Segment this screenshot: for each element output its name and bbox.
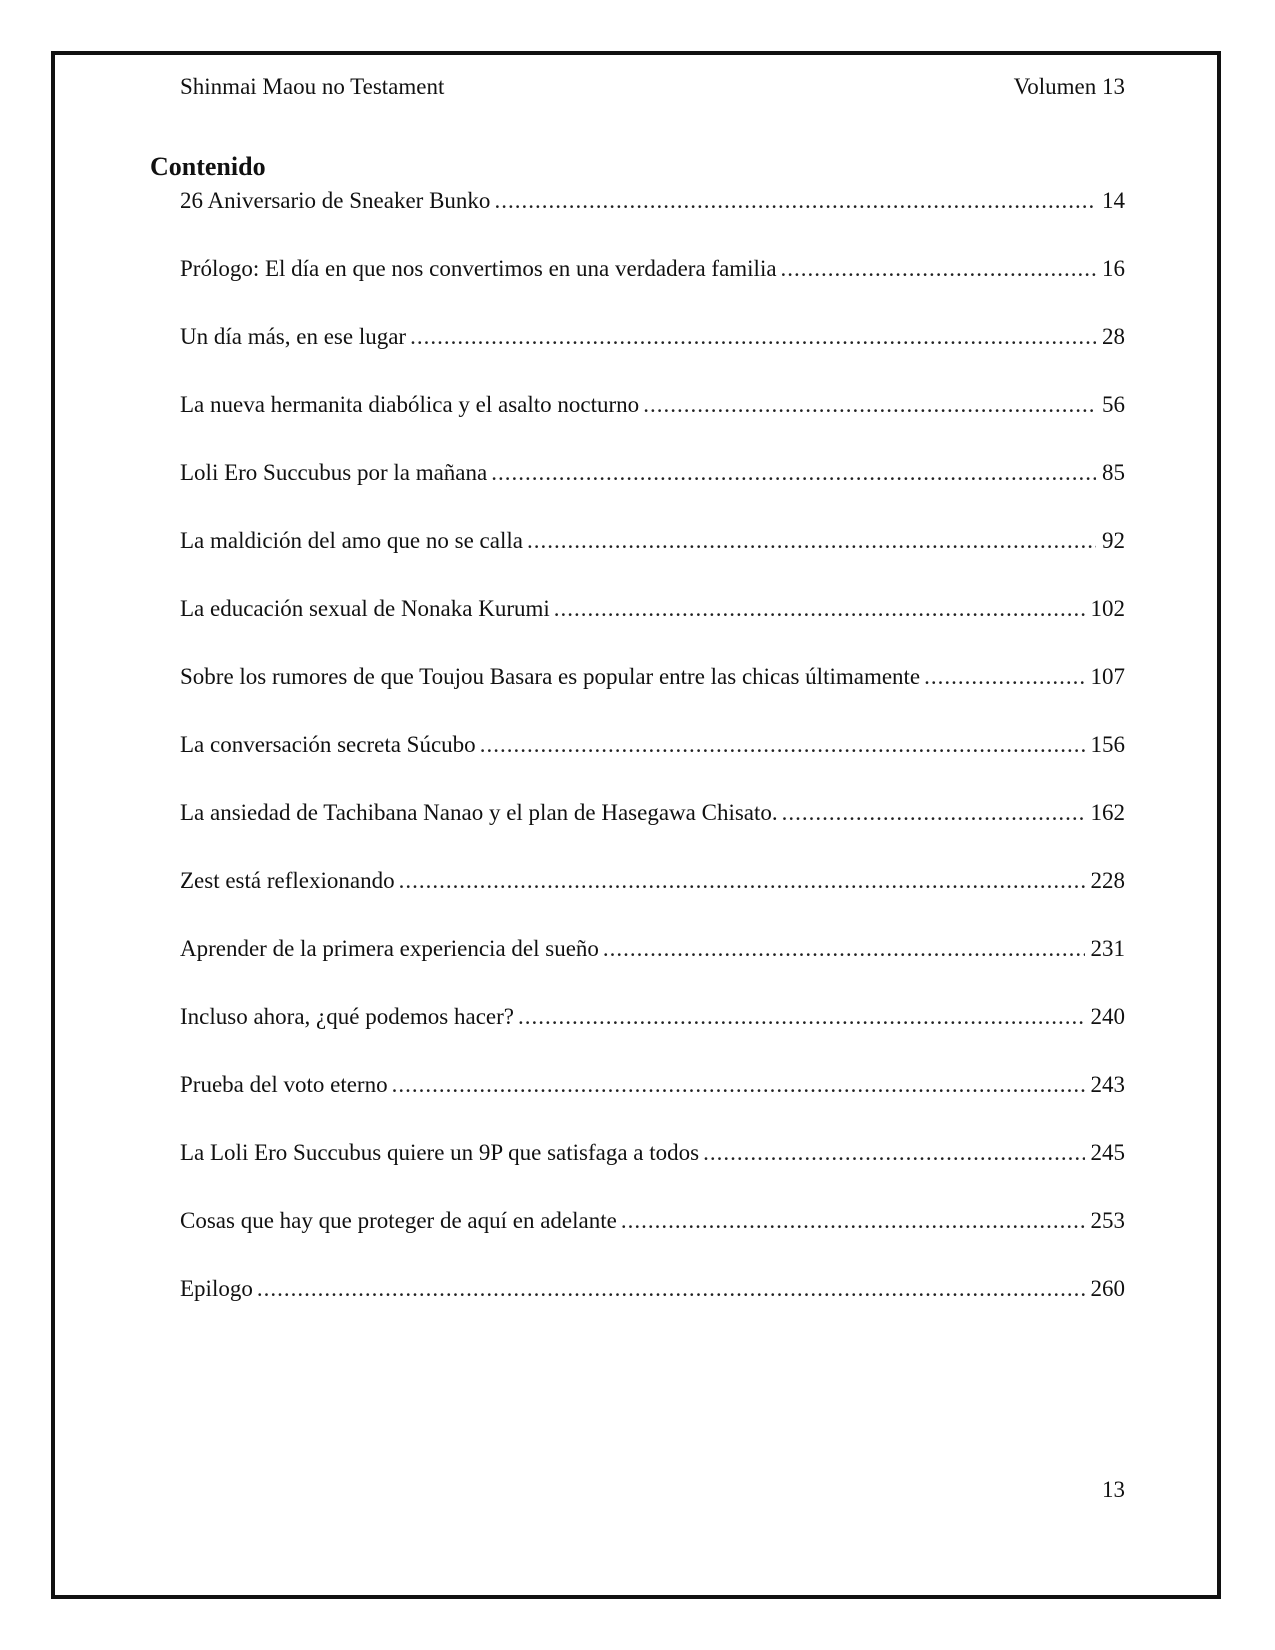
toc-entry[interactable] (180, 1272, 1125, 1340)
dot-leader (703, 1136, 1084, 1170)
toc-entry[interactable] (180, 320, 1125, 388)
dot-leader (494, 184, 1096, 218)
dot-leader (518, 1000, 1085, 1034)
toc-entry-title: La maldición del amo que no se calla (180, 528, 523, 553)
toc-entry-page: 85 (1102, 460, 1125, 485)
dot-leader (392, 1068, 1085, 1102)
toc-entry[interactable] (180, 252, 1125, 320)
toc-entry[interactable] (180, 728, 1125, 796)
toc-entry[interactable] (180, 1068, 1125, 1136)
toc-entry-page: 240 (1090, 1004, 1125, 1029)
dot-leader (924, 660, 1084, 694)
dot-leader (781, 252, 1096, 286)
toc-entry-page: 107 (1090, 664, 1125, 689)
toc-entry-title: La nueva hermanita diabólica y el asalto nocturno (180, 392, 640, 417)
toc-entry-page: 228 (1090, 868, 1125, 893)
toc-entry[interactable] (180, 864, 1125, 932)
toc-entry[interactable] (180, 1204, 1125, 1272)
dot-leader (399, 864, 1085, 898)
running-header (180, 70, 1125, 104)
toc-entry-page: 16 (1102, 256, 1125, 281)
toc-entry[interactable] (180, 524, 1125, 592)
toc-entry-page: 260 (1090, 1276, 1125, 1301)
toc-entry[interactable] (180, 456, 1125, 524)
toc-entry-title: Sobre los rumores de que Toujou Basara es popular entre las chicas últimamente (180, 664, 921, 689)
dot-leader (257, 1272, 1085, 1306)
toc-entry[interactable] (180, 184, 1125, 252)
toc-entry-page: 14 (1102, 188, 1125, 213)
toc-entry-title: Loli Ero Succubus por la mañana (180, 460, 488, 485)
dot-leader (621, 1204, 1085, 1238)
toc-entry-page: 156 (1090, 732, 1125, 757)
toc-entry-title: Zest está reflexionando (180, 868, 395, 893)
toc-entry[interactable] (180, 660, 1125, 728)
toc-entry-title: Incluso ahora, ¿qué podemos hacer? (180, 1004, 514, 1029)
dot-leader (782, 796, 1085, 830)
toc-entry[interactable] (180, 592, 1125, 660)
toc-entry-title: Epilogo (180, 1276, 253, 1301)
dot-leader (491, 456, 1096, 490)
toc-entry[interactable] (180, 1136, 1125, 1204)
toc-entry-page: 56 (1102, 392, 1125, 417)
page-number: 13 (1102, 1477, 1125, 1502)
toc-entry-page: 253 (1090, 1208, 1125, 1233)
book-title: Shinmai Maou no Testament (180, 74, 445, 99)
dot-leader (554, 592, 1085, 626)
toc-entry-title: La educación sexual de Nonaka Kurumi (180, 596, 550, 621)
toc-entry-page: 92 (1102, 528, 1125, 553)
toc-entry-page: 245 (1090, 1140, 1125, 1165)
dot-leader (643, 388, 1096, 422)
toc-heading: Contenido (150, 152, 266, 181)
toc-entry[interactable] (180, 1000, 1125, 1068)
toc-entry-title: Un día más, en ese lugar (180, 324, 407, 349)
toc-entry-page: 162 (1090, 800, 1125, 825)
toc-entry-title: Prueba del voto eterno (180, 1072, 388, 1097)
toc-entry[interactable] (180, 932, 1125, 1000)
dot-leader (480, 728, 1085, 762)
toc-entry-page: 102 (1090, 596, 1125, 621)
toc-entry-title: La conversación secreta Súcubo (180, 732, 476, 757)
toc-entry-page: 28 (1102, 324, 1125, 349)
toc-entry[interactable] (180, 796, 1125, 864)
toc-entry-page: 231 (1090, 936, 1125, 961)
toc-entry-title: Aprender de la primera experiencia del sueño (180, 936, 599, 961)
toc-entry-title: La Loli Ero Succubus quiere un 9P que satisfaga a todos (180, 1140, 700, 1165)
volume-label: Volumen 13 (1013, 74, 1125, 99)
table-of-contents (180, 184, 1125, 1340)
dot-leader (527, 524, 1096, 558)
toc-entry-page: 243 (1090, 1072, 1125, 1097)
toc-entry-title: Prólogo: El día en que nos convertimos en una verdadera familia (180, 256, 777, 281)
dot-leader (410, 320, 1096, 354)
toc-entry-title: 26 Aniversario de Sneaker Bunko (180, 188, 491, 213)
dot-leader (603, 932, 1085, 966)
toc-entry-title: La ansiedad de Tachibana Nanao y el plan de Hasegawa Chisato. (180, 800, 778, 825)
toc-entry-title: Cosas que hay que proteger de aquí en adelante (180, 1208, 617, 1233)
toc-entry[interactable] (180, 388, 1125, 456)
